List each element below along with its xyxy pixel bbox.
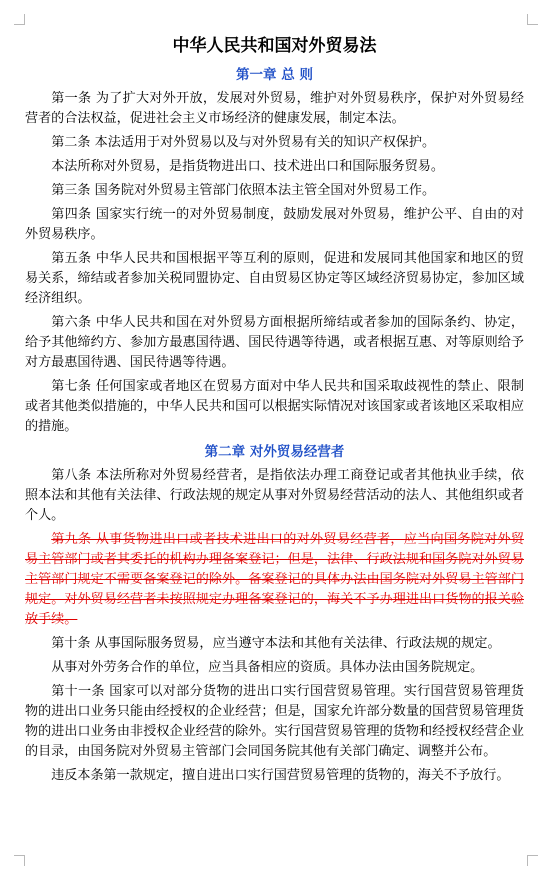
margin-corner-mark: [527, 855, 538, 866]
article-10-paragraph-2: 从事对外劳务合作的单位，应当具备相应的资质。具体办法由国务院规定。: [51, 660, 484, 675]
chapter-heading-2: 第二章 对外贸易经营者: [204, 444, 345, 460]
article-7: 第七条 任何国家或者地区在贸易方面对中华人民共和国采取歧视性的禁止、限制或者其他类似措施的，中华人民共和国可以根据实际情况对该国家或者该地区采取相应的措施。: [25, 379, 524, 434]
document-body[interactable]: [25, 34, 524, 790]
article-1: 第一条 为了扩大对外开放，发展对外贸易，维护对外贸易秩序，保护对外贸易经营者的合法权益，促进社会主义市场经济的健康发展，制定本法。: [25, 91, 524, 126]
article-9-deleted: 第九条 从事货物进出口或者技术进出口的对外贸易经营者，应当向国务院对外贸易主管部门或者其委托的机构办理备案登记；但是，法律、行政法规和国务院对外贸易主管部门规定不需要备案登记的除外。备案登记的具体办法由国务院对外贸易主管部门规定。对外贸易经营者未按照规定办理备案登记的，海关不予办理进出口货物的报关验放手续。: [25, 532, 524, 627]
article-2-paragraph-2: 本法所称对外贸易，是指货物进出口、技术进出口和国际服务贸易。: [51, 159, 444, 174]
article-8: 第八条 本法所称对外贸易经营者，是指依法办理工商登记或者其他执业手续，依照本法和其他有关法律、行政法规的规定从事对外贸易经营活动的法人、其他组织或者个人。: [25, 468, 524, 523]
chapter-heading-1: 第一章 总 则: [236, 67, 313, 83]
article-3: 第三条 国务院对外贸易主管部门依照本法主管全国对外贸易工作。: [51, 183, 436, 198]
margin-corner-mark: [14, 855, 25, 866]
document-title: 中华人民共和国对外贸易法: [172, 36, 377, 56]
margin-corner-mark: [14, 14, 25, 25]
article-6: 第六条 中华人民共和国在对外贸易方面根据所缔结或者参加的国际条约、协定，给予其他缔约方、参加方最惠国待遇、国民待遇等待遇，或者根据互惠、对等原则给予对方最惠国待遇、国民待遇等待遇。: [25, 315, 524, 370]
article-5: 第五条 中华人民共和国根据平等互利的原则，促进和发展同其他国家和地区的贸易关系，缔结或者参加关税同盟协定、自由贸易区协定等区域经济贸易协定，参加区域经济组织。: [25, 251, 524, 306]
article-11: 第十一条 国家可以对部分货物的进出口实行国营贸易管理。实行国营贸易管理货物的进出口业务只能由经授权的企业经营；但是，国家允许部分数量的国营贸易管理货物的进出口业务由非授权企业经营的除外。实行国营贸易管理的货物和经授权经营企业的目录，由国务院对外贸易主管部门会同国务院其他有关部门确定、调整并公布。: [25, 684, 524, 759]
article-4: 第四条 国家实行统一的对外贸易制度，鼓励发展对外贸易，维护公平、自由的对外贸易秩序。: [25, 207, 524, 242]
margin-corner-mark: [527, 14, 538, 25]
article-10: 第十条 从事国际服务贸易，应当遵守本法和其他有关法律、行政法规的规定。: [51, 636, 501, 651]
article-2: 第二条 本法适用于对外贸易以及与对外贸易有关的知识产权保护。: [51, 135, 436, 150]
article-11-paragraph-2: 违反本条第一款规定，擅自进出口实行国营贸易管理的货物的，海关不予放行。: [51, 768, 510, 783]
